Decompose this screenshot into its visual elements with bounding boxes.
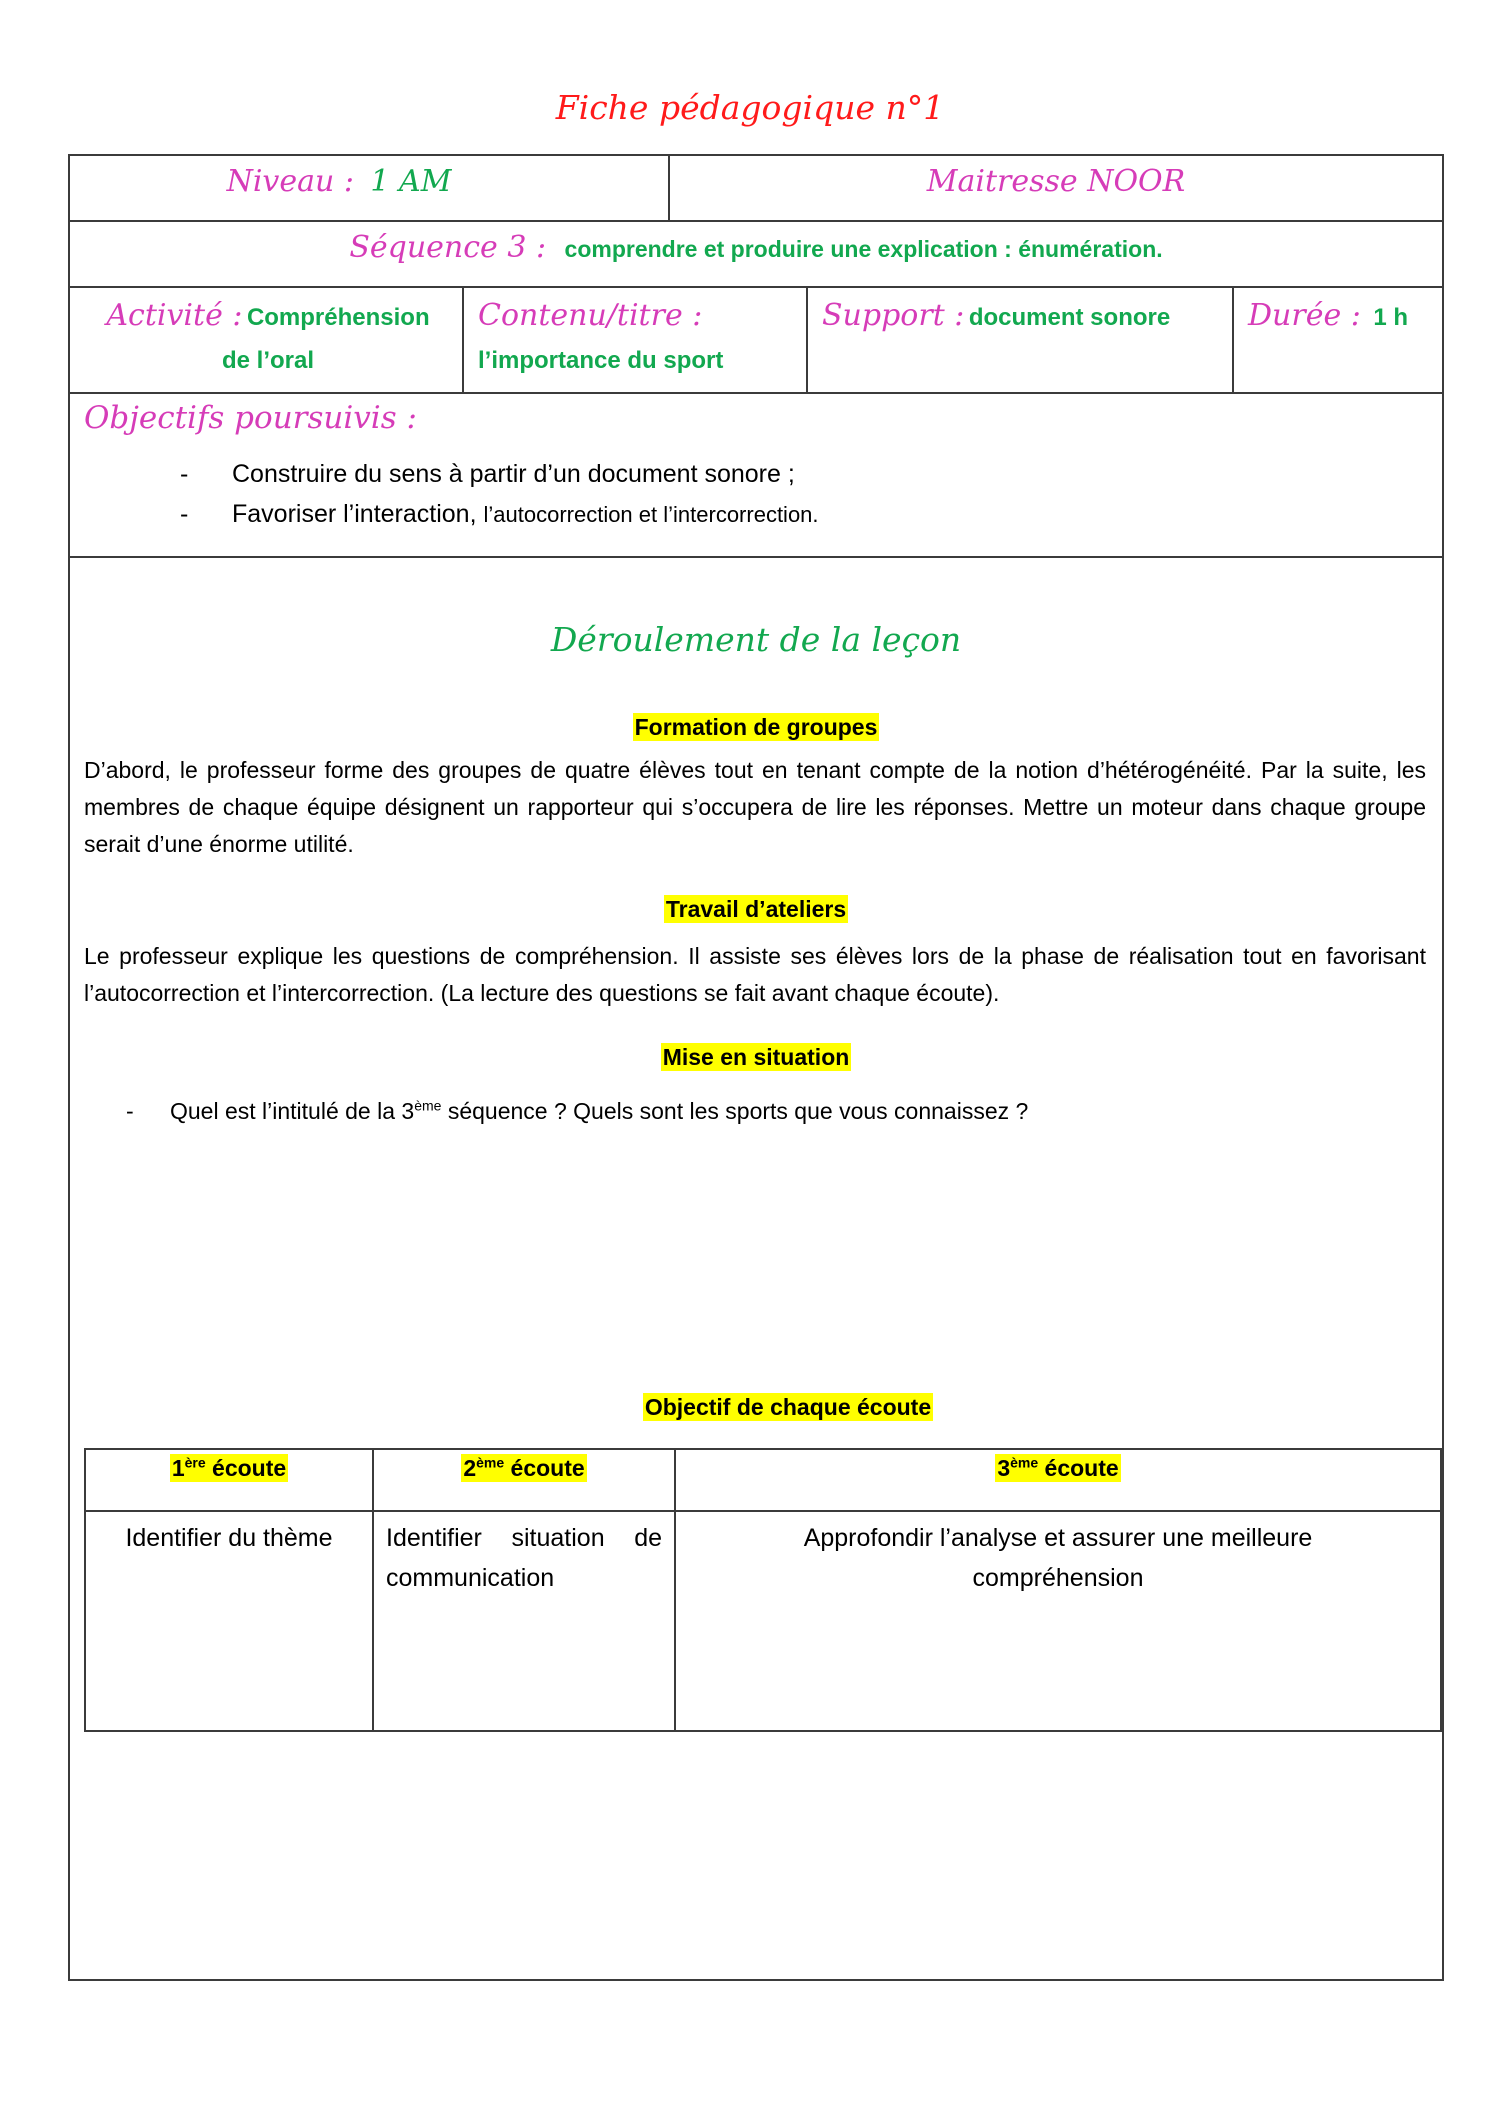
lesson-title: Déroulement de la leçon: [550, 620, 962, 659]
sequence-label: Séquence 3 :: [349, 230, 547, 265]
section-heading-formation: [70, 714, 1442, 741]
table-row: [85, 1511, 1441, 1731]
duree-cell: [1232, 288, 1442, 392]
table-cell-ecoute-2: Identifier situation de communication: [373, 1511, 675, 1731]
niveau-cell: [70, 156, 668, 220]
table-header-row: [85, 1449, 1441, 1511]
sequence-value: comprendre et produire une explication : énumération.: [564, 236, 1163, 262]
question-bullet: [126, 1098, 1028, 1125]
header-ecoute-3: [675, 1449, 1441, 1511]
table-cell-ecoute-3: Approfondir l’analyse et assurer une meilleure compréhension: [675, 1511, 1441, 1731]
dash-bullet: -: [126, 1098, 134, 1124]
header-row-details: [70, 288, 1442, 394]
highlighted-heading: Mise en situation: [662, 1044, 850, 1070]
contenu-label: Contenu/titre :: [478, 298, 703, 333]
ecoute-superscript: ère: [184, 1454, 206, 1471]
header-row-sequence: [70, 222, 1442, 288]
support-cell: [806, 288, 1232, 392]
activite-value-line1: Compréhension: [246, 304, 430, 331]
support-label: Support :: [822, 298, 965, 333]
contenu-value: l’importance du sport: [478, 347, 724, 374]
table-cell-ecoute-1: Identifier du thème: [85, 1511, 373, 1731]
ecoute-number: 1: [171, 1455, 185, 1481]
niveau-value: 1 AM: [370, 164, 452, 199]
objective-item: [84, 494, 1428, 535]
highlighted-heading: Travail d’ateliers: [665, 896, 847, 922]
activite-value-line2: de l’oral: [221, 347, 315, 374]
objectives-list: [84, 454, 1428, 535]
ecoute-superscript: ème: [476, 1454, 505, 1471]
highlighted-heading: Formation de groupes: [634, 714, 878, 740]
header-row-niveau: [70, 156, 1442, 222]
objectives-label: Objectifs poursuivis :: [84, 400, 417, 436]
teacher-cell: [668, 156, 1442, 220]
objective-text-small: l’autocorrection et l’intercorrection.: [483, 502, 819, 527]
dash-bullet: -: [180, 460, 189, 488]
highlighted-heading: Objectif de chaque écoute: [644, 1394, 932, 1420]
objective-text: Favoriser l’interaction,: [232, 500, 484, 528]
objective-text: Construire du sens à partir d’un document sonore ;: [232, 460, 795, 488]
ecoute-superscript: ème: [1010, 1454, 1039, 1471]
teacher-name: Maitresse NOOR: [926, 164, 1186, 199]
paragraph-formation: D’abord, le professeur forme des groupes de quatre élèves tout en tenant compte de la notion d’hétérogénéité. Par la suite, les membres de chaque équipe désignent un rapporteur qui s’occupera de lire les réponses. Mettre un moteur dans chaque groupe serait d’une énorme utilité.: [84, 757, 1426, 857]
contenu-cell: [462, 288, 806, 392]
activite-cell: [70, 288, 462, 392]
niveau-label: Niveau :: [226, 164, 354, 199]
ecoute-number: 2: [463, 1455, 477, 1481]
ecoute-label: écoute: [1038, 1455, 1119, 1481]
question-text-after: séquence ? Quels sont les sports que vous connaissez ?: [441, 1098, 1029, 1124]
activite-label: Activité :: [106, 298, 243, 333]
lesson-plan-frame: [68, 154, 1444, 1981]
duree-label: Durée :: [1248, 298, 1361, 333]
question-superscript: ème: [414, 1097, 442, 1114]
section-heading-mise-en-situation: [70, 1044, 1442, 1071]
duree-value: 1 h: [1373, 304, 1409, 331]
question-text-before: Quel est l’intitulé de la 3: [170, 1098, 415, 1124]
paragraph-ateliers: Le professeur explique les questions de compréhension. Il assiste ses élèves lors de la phase de réalisation tout en favorisant l’autocorrection et l’intercorrection. (La lecture des questions se fait avant chaque écoute).: [84, 943, 1426, 1006]
page-title: Fiche pédagogique n°1: [555, 88, 945, 127]
ecoute-label: écoute: [504, 1455, 585, 1481]
objective-item: [84, 454, 1428, 494]
ecoute-label: écoute: [205, 1455, 287, 1481]
dash-bullet: -: [180, 500, 189, 528]
header-ecoute-1: [85, 1449, 373, 1511]
support-value: document sonore: [968, 304, 1171, 331]
lesson-section: [70, 558, 1442, 1979]
section-heading-objectif-ecoute: [70, 1394, 1442, 1421]
objectives-section: [70, 394, 1442, 558]
ecoute-number: 3: [997, 1455, 1011, 1481]
section-heading-ateliers: [70, 896, 1442, 923]
header-ecoute-2: [373, 1449, 675, 1511]
ecoute-objectives-table: [84, 1448, 1442, 1732]
